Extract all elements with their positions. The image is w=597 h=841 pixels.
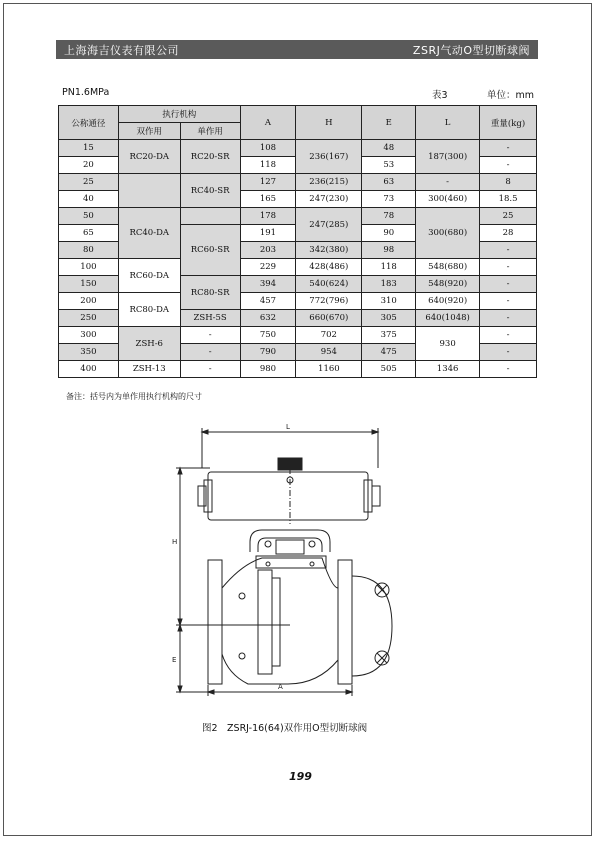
label-a: A xyxy=(278,683,283,691)
cell-single-blank xyxy=(180,208,240,225)
valve-drawing xyxy=(160,420,440,710)
cell-h: 428(486) xyxy=(296,259,362,276)
cell-h: 1160 xyxy=(296,361,362,378)
label-h: H xyxy=(172,538,178,546)
cell-dn: 40 xyxy=(59,191,119,208)
table-note: 备注：括号内为单作用执行机构的尺寸 xyxy=(66,392,202,401)
cell-weight: - xyxy=(480,310,537,327)
cell-e: 310 xyxy=(362,293,416,310)
cell-h: 660(670) xyxy=(296,310,362,327)
cell-e: 98 xyxy=(362,242,416,259)
table-row xyxy=(59,140,537,157)
cell-weight: - xyxy=(480,344,537,361)
cell-single: RC40-SR xyxy=(180,174,240,208)
cell-weight: - xyxy=(480,327,537,344)
cell-double: RC80-DA xyxy=(118,293,180,327)
cell-weight: 25 xyxy=(480,208,537,225)
cell-single: RC20-SR xyxy=(180,140,240,174)
cell-a: 165 xyxy=(240,191,296,208)
cell-h: 236(215) xyxy=(296,174,362,191)
cell-e: 475 xyxy=(362,344,416,361)
header-h: H xyxy=(296,106,362,140)
cell-a: 980 xyxy=(240,361,296,378)
cell-double: RC20-DA xyxy=(118,140,180,174)
cell-single: - xyxy=(180,327,240,344)
cell-double: RC60-DA xyxy=(118,259,180,293)
bracket xyxy=(250,530,330,554)
header-double: 双作用 xyxy=(118,123,180,140)
cell-weight: - xyxy=(480,242,537,259)
cell-e: 63 xyxy=(362,174,416,191)
cell-l: 187(300) xyxy=(416,140,480,174)
cell-e: 78 xyxy=(362,208,416,225)
cell-dn: 50 xyxy=(59,208,119,225)
cell-weight: 18.5 xyxy=(480,191,537,208)
cell-dn: 250 xyxy=(59,310,119,327)
cell-e: 90 xyxy=(362,225,416,242)
cell-dn: 15 xyxy=(59,140,119,157)
cell-double: ZSH-6 xyxy=(118,327,180,361)
cell-weight: - xyxy=(480,293,537,310)
cell-e: 505 xyxy=(362,361,416,378)
cell-dn: 80 xyxy=(59,242,119,259)
cell-a: 394 xyxy=(240,276,296,293)
cell-a: 229 xyxy=(240,259,296,276)
cell-e: 305 xyxy=(362,310,416,327)
cell-weight: - xyxy=(480,276,537,293)
cell-dn: 350 xyxy=(59,344,119,361)
label-l: L xyxy=(286,423,290,431)
cell-l: 1346 xyxy=(416,361,480,378)
cell-e: 183 xyxy=(362,276,416,293)
cell-e: 48 xyxy=(362,140,416,157)
cell-l: 300(680) xyxy=(416,208,480,259)
cell-weight: - xyxy=(480,259,537,276)
cell-e: 53 xyxy=(362,157,416,174)
cell-weight: - xyxy=(480,157,537,174)
cell-double-blank xyxy=(118,174,180,208)
page-number: 199 xyxy=(289,770,312,783)
cell-a: 632 xyxy=(240,310,296,327)
cell-h: 236(167) xyxy=(296,140,362,174)
cell-dn: 400 xyxy=(59,361,119,378)
cell-h: 954 xyxy=(296,344,362,361)
cell-dn: 20 xyxy=(59,157,119,174)
cell-l: 548(680) xyxy=(416,259,480,276)
dimension-a xyxy=(176,683,352,696)
table-label: 表3 xyxy=(432,90,448,101)
cell-a: 203 xyxy=(240,242,296,259)
cell-dn: 100 xyxy=(59,259,119,276)
cell-single: RC80-SR xyxy=(180,276,240,310)
header-dn: 公称通径 xyxy=(59,106,119,140)
cell-a: 127 xyxy=(240,174,296,191)
unit-label: 单位：mm xyxy=(487,90,535,101)
cell-a: 457 xyxy=(240,293,296,310)
cell-weight: 8 xyxy=(480,174,537,191)
cell-dn: 200 xyxy=(59,293,119,310)
table-row xyxy=(59,293,537,310)
cell-a: 118 xyxy=(240,157,296,174)
cell-h: 247(285) xyxy=(296,208,362,242)
cell-h: 342(380) xyxy=(296,242,362,259)
cell-single: - xyxy=(180,361,240,378)
cell-e: 73 xyxy=(362,191,416,208)
cell-weight: - xyxy=(480,361,537,378)
spec-table xyxy=(58,105,537,378)
cell-dn: 25 xyxy=(59,174,119,191)
header-bar xyxy=(56,40,538,59)
cell-dn: 150 xyxy=(59,276,119,293)
product-name: ZSRJ气动O型切断球阀 xyxy=(412,43,530,57)
cell-double: RC40-DA xyxy=(118,208,180,259)
pressure-label: PN1.6MPa xyxy=(62,87,110,98)
cell-e: 118 xyxy=(362,259,416,276)
header-a: A xyxy=(240,106,296,140)
cell-h: 540(624) xyxy=(296,276,362,293)
cell-l: 930 xyxy=(416,327,480,361)
company-name: 上海海吉仪表有限公司 xyxy=(64,43,179,57)
cell-a: 178 xyxy=(240,208,296,225)
header-actuator: 执行机构 xyxy=(118,106,240,123)
cell-h: 772(796) xyxy=(296,293,362,310)
flange-bolts xyxy=(352,576,392,676)
header-e: E xyxy=(362,106,416,140)
cell-double: ZSH-13 xyxy=(118,361,180,378)
cell-a: 750 xyxy=(240,327,296,344)
actuator xyxy=(198,458,380,524)
cell-e: 375 xyxy=(362,327,416,344)
cell-a: 108 xyxy=(240,140,296,157)
cell-weight: - xyxy=(480,140,537,157)
table-row xyxy=(59,259,537,276)
table-row xyxy=(59,327,537,344)
cell-a: 790 xyxy=(240,344,296,361)
cell-l: 640(920) xyxy=(416,293,480,310)
cell-single: ZSH-5S xyxy=(180,310,240,327)
cell-l: 300(460) xyxy=(416,191,480,208)
cell-dn: 65 xyxy=(59,225,119,242)
cell-a: 191 xyxy=(240,225,296,242)
table-row xyxy=(59,174,537,191)
cell-single: - xyxy=(180,344,240,361)
table-header-row xyxy=(59,106,537,123)
table-row xyxy=(59,208,537,225)
cell-l: 548(920) xyxy=(416,276,480,293)
cell-l: 640(1048) xyxy=(416,310,480,327)
cell-dn: 300 xyxy=(59,327,119,344)
header-weight: 重量(kg) xyxy=(480,106,537,140)
header-l: L xyxy=(416,106,480,140)
cell-weight: 28 xyxy=(480,225,537,242)
figure-caption: 图2 ZSRJ-16(64)双作用O型切断球阀 xyxy=(202,723,368,734)
table-row xyxy=(59,361,537,378)
header-single: 单作用 xyxy=(180,123,240,140)
cell-h: 247(230) xyxy=(296,191,362,208)
cell-l: - xyxy=(416,174,480,191)
valve-body xyxy=(208,556,352,684)
label-e: E xyxy=(172,656,177,664)
cell-h: 702 xyxy=(296,327,362,344)
cell-single: RC60-SR xyxy=(180,225,240,276)
